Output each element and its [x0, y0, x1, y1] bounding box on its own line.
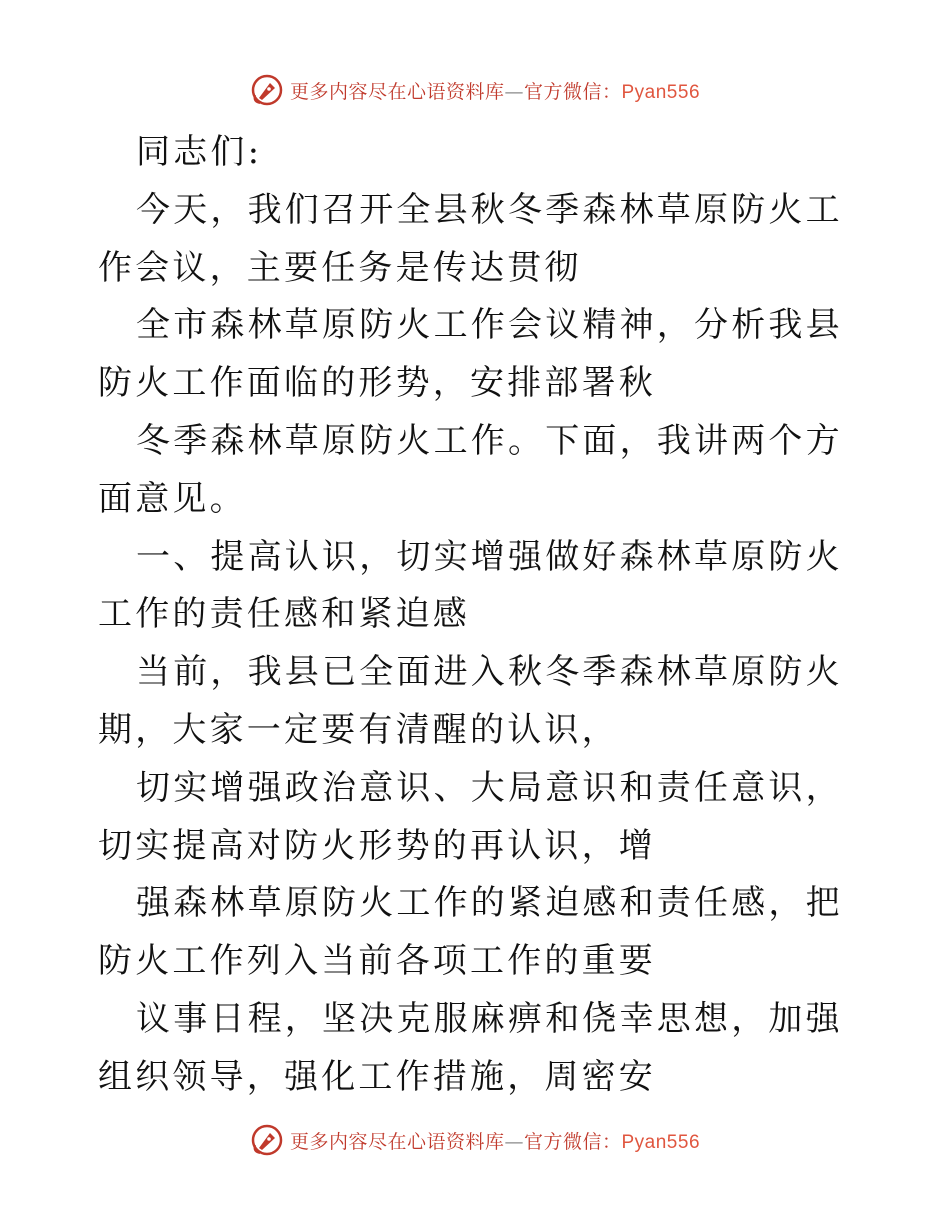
paragraph: 强森林草原防火工作的紧迫感和责任感，把防火工作列入当前各项工作的重要 — [98, 883, 843, 982]
watermark-contact-label: 官方微信： — [523, 1130, 622, 1153]
pen-nib-circle-icon — [250, 73, 284, 107]
watermark-contact-handle: Pyan556 — [621, 1131, 701, 1153]
section-heading: 一、提高认识，切实增强做好森林草原防火工作的责任感和紧迫感 — [98, 536, 843, 635]
watermark-contact-label: 官方微信： — [523, 80, 622, 103]
watermark-brand: 更多内容尽在心语资料库 — [289, 80, 505, 103]
watermark-text — [290, 1127, 700, 1154]
footer-watermark — [0, 1120, 950, 1160]
paragraph: 今天，我们召开全县秋冬季森林草原防火工作会议，主要任务是传达贯彻 — [98, 189, 843, 288]
header-watermark — [0, 70, 950, 110]
pen-nib-circle-icon — [250, 1123, 284, 1157]
paragraph: 切实增强政治意识、大局意识和责任意识，切实提高对防火形势的再认识，增 — [98, 767, 843, 866]
watermark-brand: 更多内容尽在心语资料库 — [289, 1130, 505, 1153]
salutation: 同志们: — [136, 132, 263, 172]
paragraph: 全市森林草原防火工作会议精神，分析我县防火工作面临的形势，安排部署秋 — [98, 305, 843, 404]
paragraph: 当前，我县已全面进入秋冬季森林草原防火期，大家一定要有清醒的认识， — [98, 652, 843, 750]
paragraph: 冬季森林草原防火工作。下面，我讲两个方面意见。 — [98, 420, 843, 519]
watermark-text — [290, 77, 700, 104]
document-body — [98, 124, 858, 1107]
paragraph: 议事日程，坚决克服麻痹和侥幸思想，加强组织领导，强化工作措施，周密安 — [98, 998, 843, 1097]
watermark-separator: — — [504, 80, 524, 103]
watermark-separator: — — [504, 1130, 524, 1153]
watermark-contact-handle: Pyan556 — [621, 81, 701, 103]
